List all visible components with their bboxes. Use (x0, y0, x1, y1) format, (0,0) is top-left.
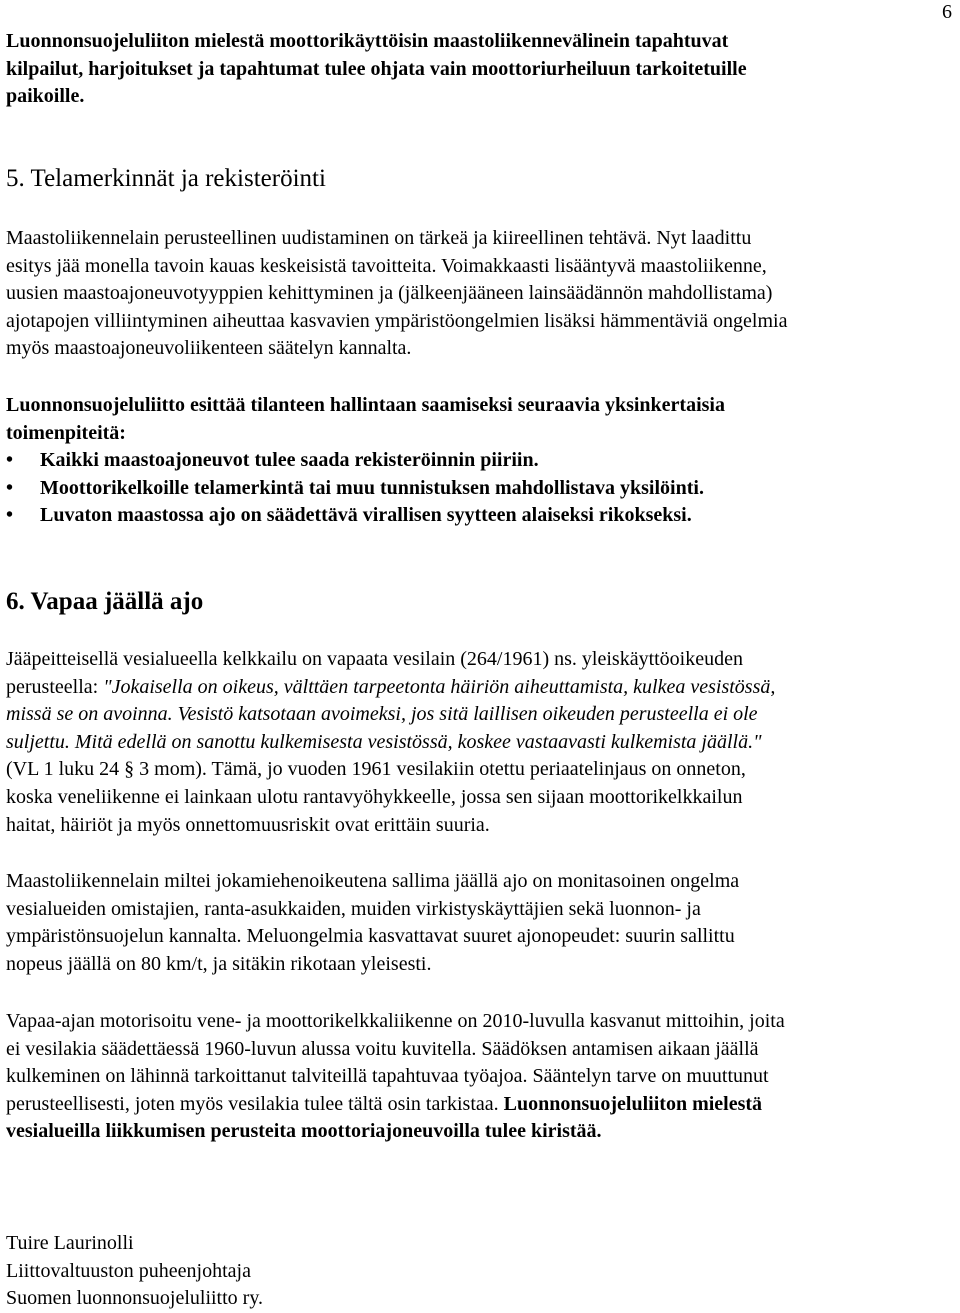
signature-name: Tuire Laurinolli (6, 1232, 134, 1254)
conclusion-text: vesialueilla liikkumisen perusteita moottoriajoneuvoilla tulee kiristää. (6, 1120, 602, 1143)
paragraph-line: koska veneliikenne ei lainkaan ulotu rantavyöhykkeelle, jossa sen sijaan moottorikelkkailun (6, 785, 743, 808)
paragraph-line (6, 701, 952, 729)
measures-list (6, 447, 952, 530)
intro-line: Luonnonsuojeluliiton mielestä moottorikäyttöisin maastoliikennevälinein tapahtuvat (6, 30, 729, 52)
proposal-line: toimenpiteitä: (6, 421, 126, 444)
intro-line: kilpailut, harjoitukset ja tapahtumat tulee ohjata vain moottoriurheiluun tarkoitetuille (6, 57, 747, 80)
paragraph-line (6, 729, 952, 757)
list-item (6, 447, 952, 475)
list-item-text: Moottorikelkoille telamerkintä tai muu tunnistuksen mahdollistava yksilöinti. (40, 476, 704, 499)
list-item-text: Luvaton maastossa ajo on säädettävä virallisen syytteen alaiseksi rikokseksi. (40, 504, 692, 527)
section-5-proposal (6, 392, 952, 447)
paragraph-line: ei vesilakia säädettäessä 1960-luvun alussa voitu kuvitella. Säädöksen antamisen aikaan jäällä (6, 1037, 759, 1060)
signature-block (6, 1230, 952, 1313)
quote-lead: perusteella: (6, 675, 104, 698)
paragraph-line: Maastoliikennelain perusteellinen uudistaminen on tärkeä ja kiireellinen tehtävä. Nyt laadittu (6, 227, 752, 249)
bullet-icon: • (6, 449, 14, 471)
paragraph-line: Vapaa-ajan motorisoitu vene- ja moottorikelkkaliikenne on 2010-luvulla kasvanut mittoihin, joita (6, 1010, 785, 1032)
paragraph-line: uusien maastoajoneuvotyyppien kehittyminen ja (jälkeenjääneen lainsäädännön mahdollistama) (6, 282, 773, 305)
paragraph-line: esitys jää monella tavoin kauas keskeisistä tavoitteita. Voimakkaasti lisääntyvä maastoliikenne, (6, 254, 767, 277)
paragraph-line: ajotapojen villiintyminen aiheuttaa kasvavien ympäristöongelmien lisäksi hämmentäviä ongelmia (6, 309, 788, 332)
paragraph-line: myös maastoajoneuvoliikenteen säätelyn kannalta. (6, 337, 412, 360)
section-6-paragraph-3 (6, 1008, 952, 1146)
intro-line: paikoille. (6, 85, 85, 108)
list-item-text: Kaikki maastoajoneuvot tulee saada rekisteröinnin piiriin. (40, 449, 539, 471)
bullet-icon: • (6, 504, 14, 527)
conclusion-text: Luonnonsuojeluliiton mielestä (503, 1092, 763, 1115)
section-5-heading: 5. Telamerkinnät ja rekisteröinti (6, 165, 326, 192)
section-6-heading: 6. Vapaa jäällä ajo (6, 588, 204, 615)
section-6-paragraph-2 (6, 868, 952, 978)
bullet-icon: • (6, 476, 14, 499)
section-6-paragraph-1 (6, 646, 952, 839)
paragraph-line (6, 1091, 952, 1119)
law-quote: "Jokaisella on oikeus, välttäen tarpeetonta häiriön aiheuttamista, kulkea vesistössä, (103, 675, 776, 698)
paragraph-text: perusteellisesti, joten myös vesilakia tulee tältä osin tarkistaa. (6, 1092, 504, 1115)
paragraph-line: Maastoliikennelain miltei jokamiehenoikeutena sallima jäällä ajo on monitasoinen ongelma (6, 870, 740, 892)
paragraph-line: kulkeminen on lähinnä tarkoittanut talviteillä tapahtuvaa työajoa. Sääntelyn tarve on muuttunut (6, 1065, 769, 1088)
signature-role: Liittovaltuuston puheenjohtaja (6, 1259, 251, 1282)
list-item (6, 475, 952, 503)
paragraph-line: haitat, häiriöt ja myös onnettomuusriskit ovat erittäin suuria. (6, 813, 490, 836)
proposal-line: Luonnonsuojeluliitto esittää tilanteen hallintaan saamiseksi seuraavia yksinkertaisia (6, 394, 725, 416)
paragraph-line: nopeus jäällä on 80 km/t, ja sitäkin rikotaan yleisesti. (6, 952, 432, 975)
signature-organization: Suomen luonnonsuojeluliitto ry. (6, 1287, 264, 1310)
page-number: 6 (942, 1, 952, 23)
paragraph-line (6, 674, 952, 702)
paragraph-line (6, 1118, 952, 1146)
paragraph-line: ympäristönsuojelun kannalta. Meluongelmia kasvattavat suuret ajonopeudet: suurin sallittu (6, 925, 735, 948)
law-quote: missä se on avoinna. Vesistö katsotaan avoimeksi, jos sitä laillisen oikeuden perusteella ei ole (6, 703, 758, 726)
law-quote: suljettu. Mitä edellä on sanottu kulkemisesta vesistössä, koskee vastaavasti kulkemista jäällä." (6, 730, 762, 753)
list-item (6, 502, 952, 530)
paragraph-line: (VL 1 luku 24 § 3 mom). Tämä, jo vuoden 1961 vesilakiin otettu periaatelinjaus on onneton, (6, 758, 746, 781)
section-5-paragraph (6, 225, 952, 363)
paragraph-line: Jääpeitteisellä vesialueella kelkkailu on vapaata vesilain (264/1961) ns. yleiskäyttöoikeuden (6, 648, 743, 670)
intro-paragraph (6, 28, 952, 111)
paragraph-line: vesialueiden omistajien, ranta-asukkaiden, muiden virkistyskäyttäjien sekä luonnon- ja (6, 897, 701, 920)
